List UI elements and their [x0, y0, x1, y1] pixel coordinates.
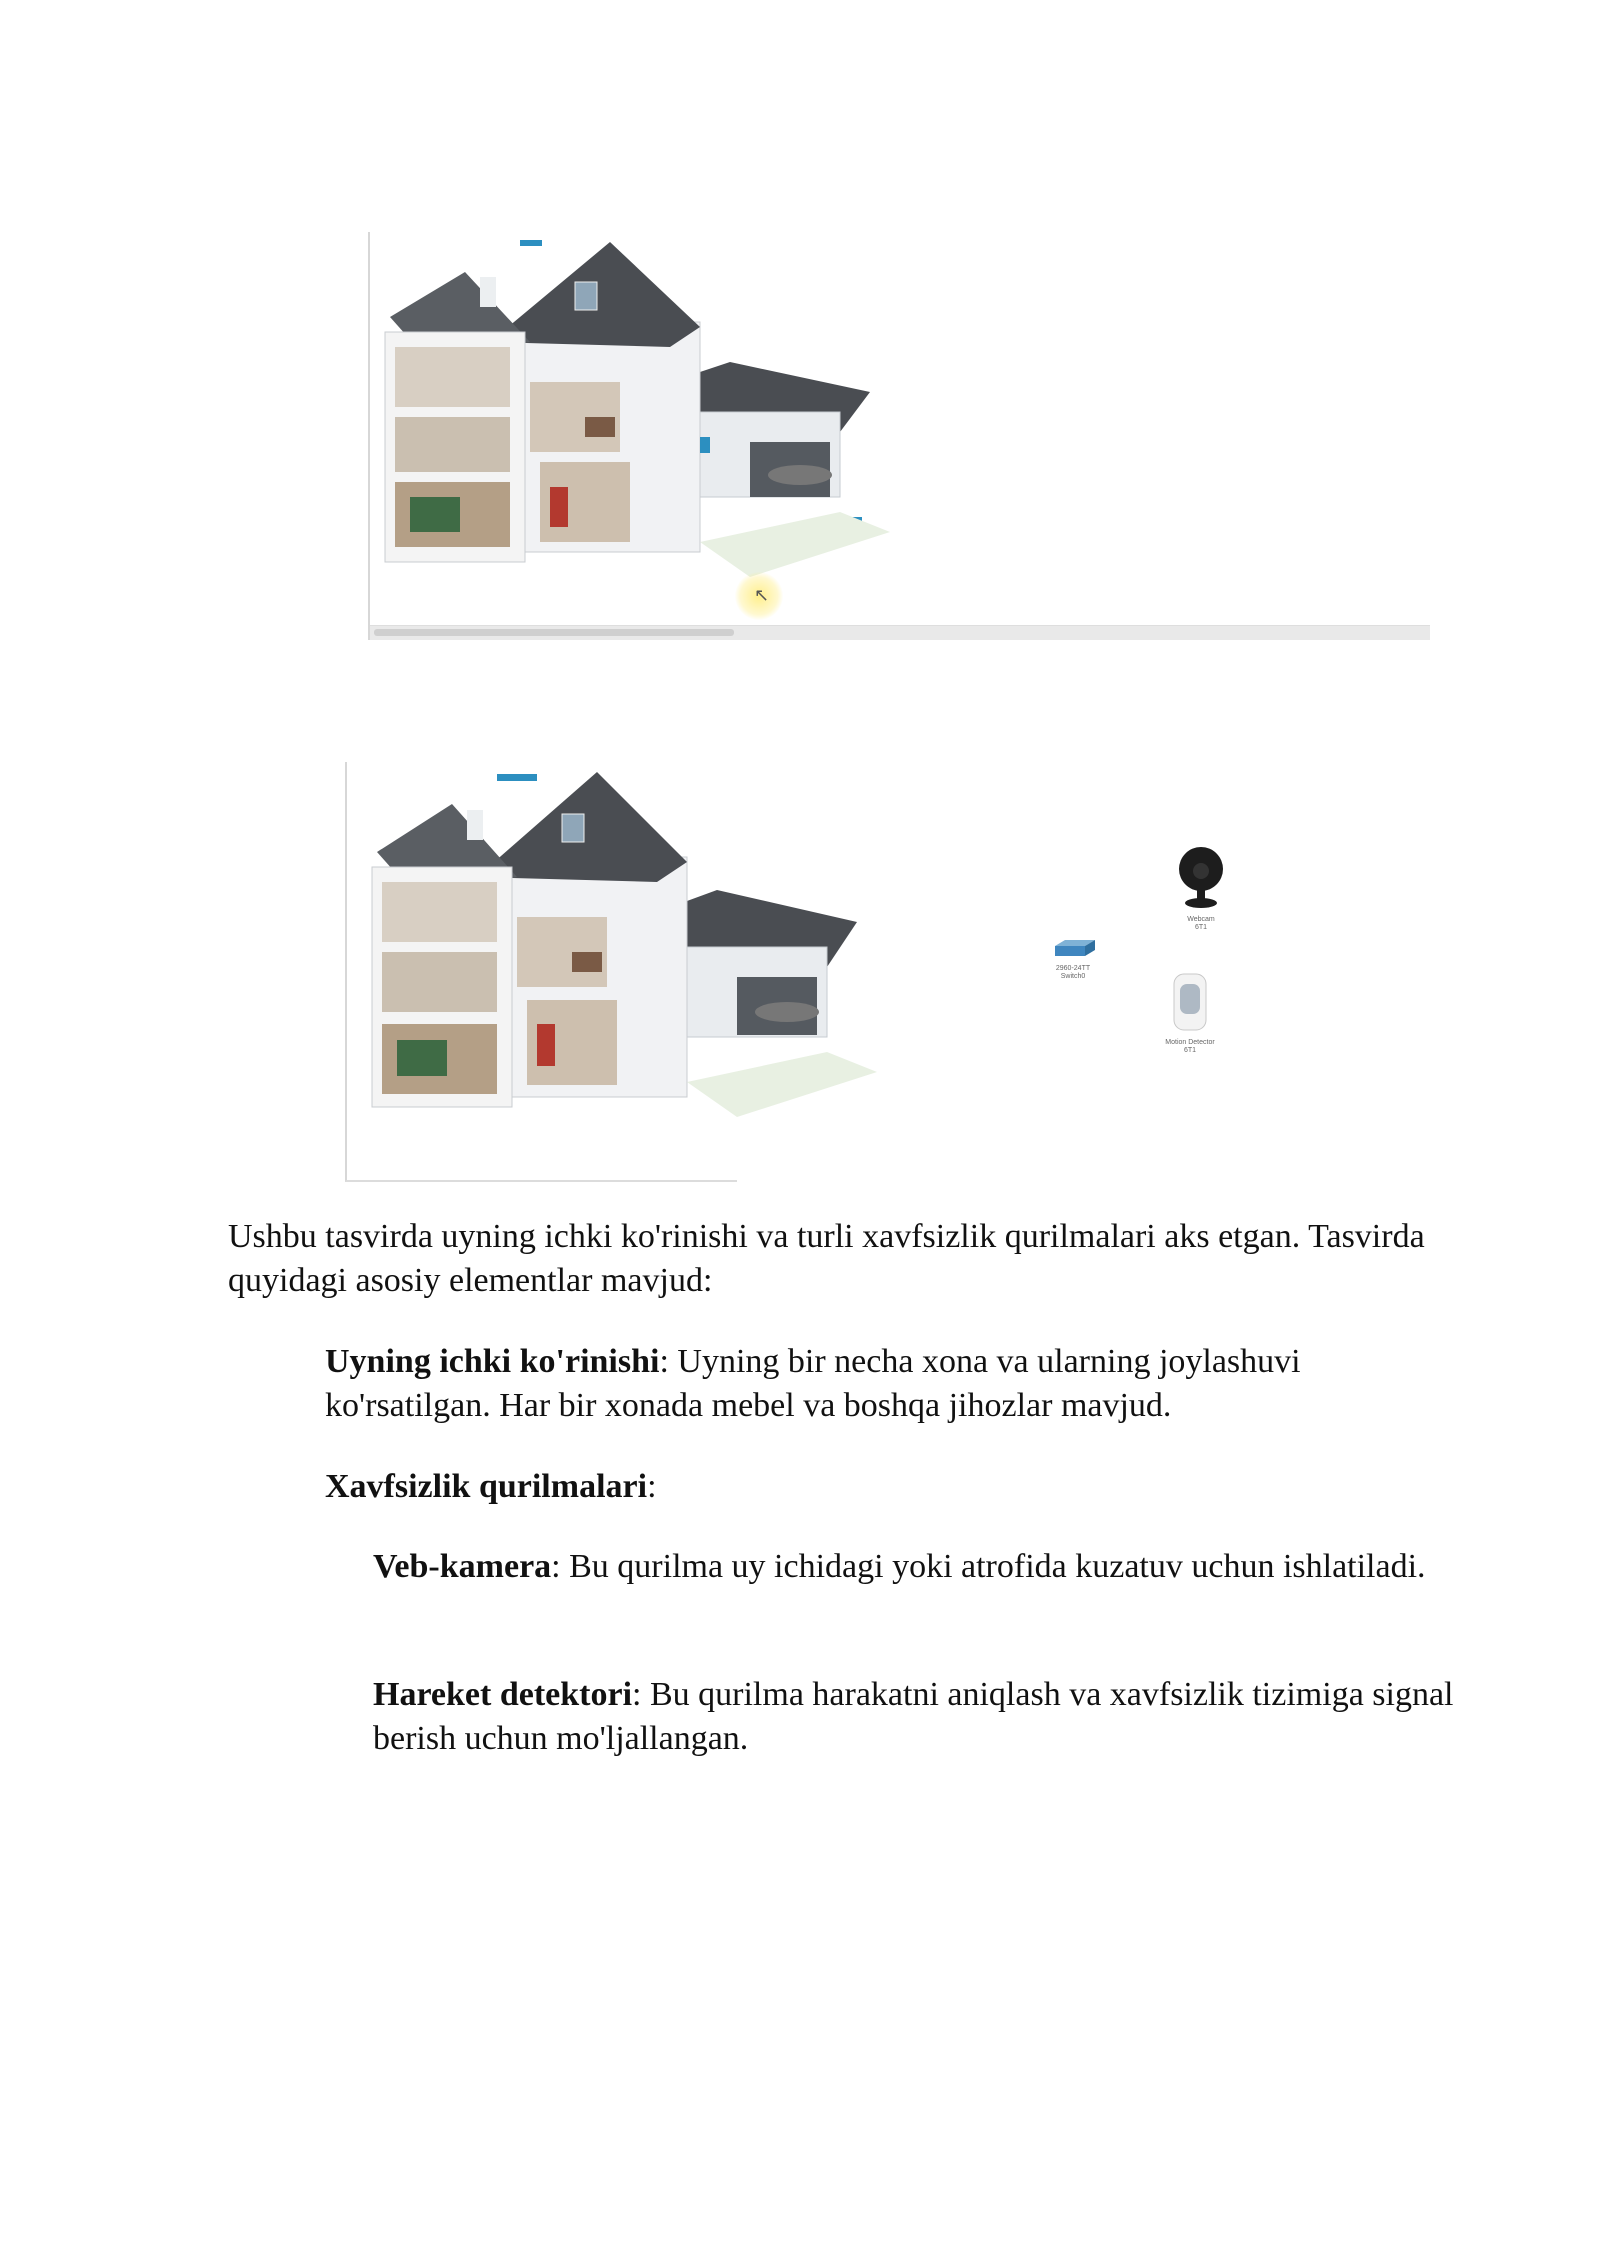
list-item-interior	[325, 1340, 1455, 1428]
house-screenshot-1	[368, 232, 1430, 640]
item-description: :	[647, 1468, 657, 1505]
item-description: : Bu qurilma uy ichidagi yoki atrofida kuzatuv uchun ishlatiladi.	[551, 1548, 1426, 1585]
house-screenshot-2	[345, 762, 737, 1182]
item-description: : Uyning bir necha xona va ularning joylashuvi ko'rsatilgan. Har bir xonada mebel va boshqa jihozlar mavjud.	[325, 1343, 1301, 1424]
switch-label: 2960-24TT Switch0	[1055, 965, 1091, 980]
mouse-pointer-icon: ↖	[754, 585, 770, 606]
motion-detector-label: Motion Detector 6T1	[1165, 1039, 1215, 1054]
list-item-security-devices	[325, 1465, 1455, 1509]
item-description: : Bu qurilma harakatni aniqlash va xavfsizlik tizimiga signal berish uchun mo'ljallangan.	[373, 1676, 1454, 1757]
house-illustration-1	[370, 232, 910, 612]
item-term: Uyning ichki ko'rinishi	[325, 1343, 660, 1380]
cursor-highlight	[735, 572, 783, 620]
motion-detector-icon	[1170, 972, 1210, 1034]
item-term: Xavfsizlik qurilmalari	[325, 1468, 648, 1505]
network-switch[interactable]	[1042, 940, 1104, 981]
switch-icon	[1051, 940, 1095, 960]
house-illustration-2	[347, 762, 887, 1172]
horizontal-scrollbar[interactable]	[370, 625, 1430, 640]
list-item-webcam	[373, 1545, 1453, 1589]
intro-paragraph: Ushbu tasvirda uyning ichki ko'rinishi va turli xavfsizlik qurilmalari aks etgan. Tasvirda quyidagi asosiy elementlar mavjud:	[228, 1218, 1425, 1299]
item-term: Hareket detektori	[373, 1676, 633, 1713]
motion-detector-device[interactable]	[1150, 972, 1230, 1055]
webcam-device[interactable]	[1170, 845, 1232, 932]
item-term: Veb-kamera	[373, 1548, 552, 1585]
scrollbar-thumb[interactable]	[374, 629, 734, 636]
list-item-motion-detector	[373, 1673, 1473, 1761]
webcam-icon	[1176, 845, 1226, 911]
webcam-label: Webcam 6T1	[1187, 916, 1215, 931]
